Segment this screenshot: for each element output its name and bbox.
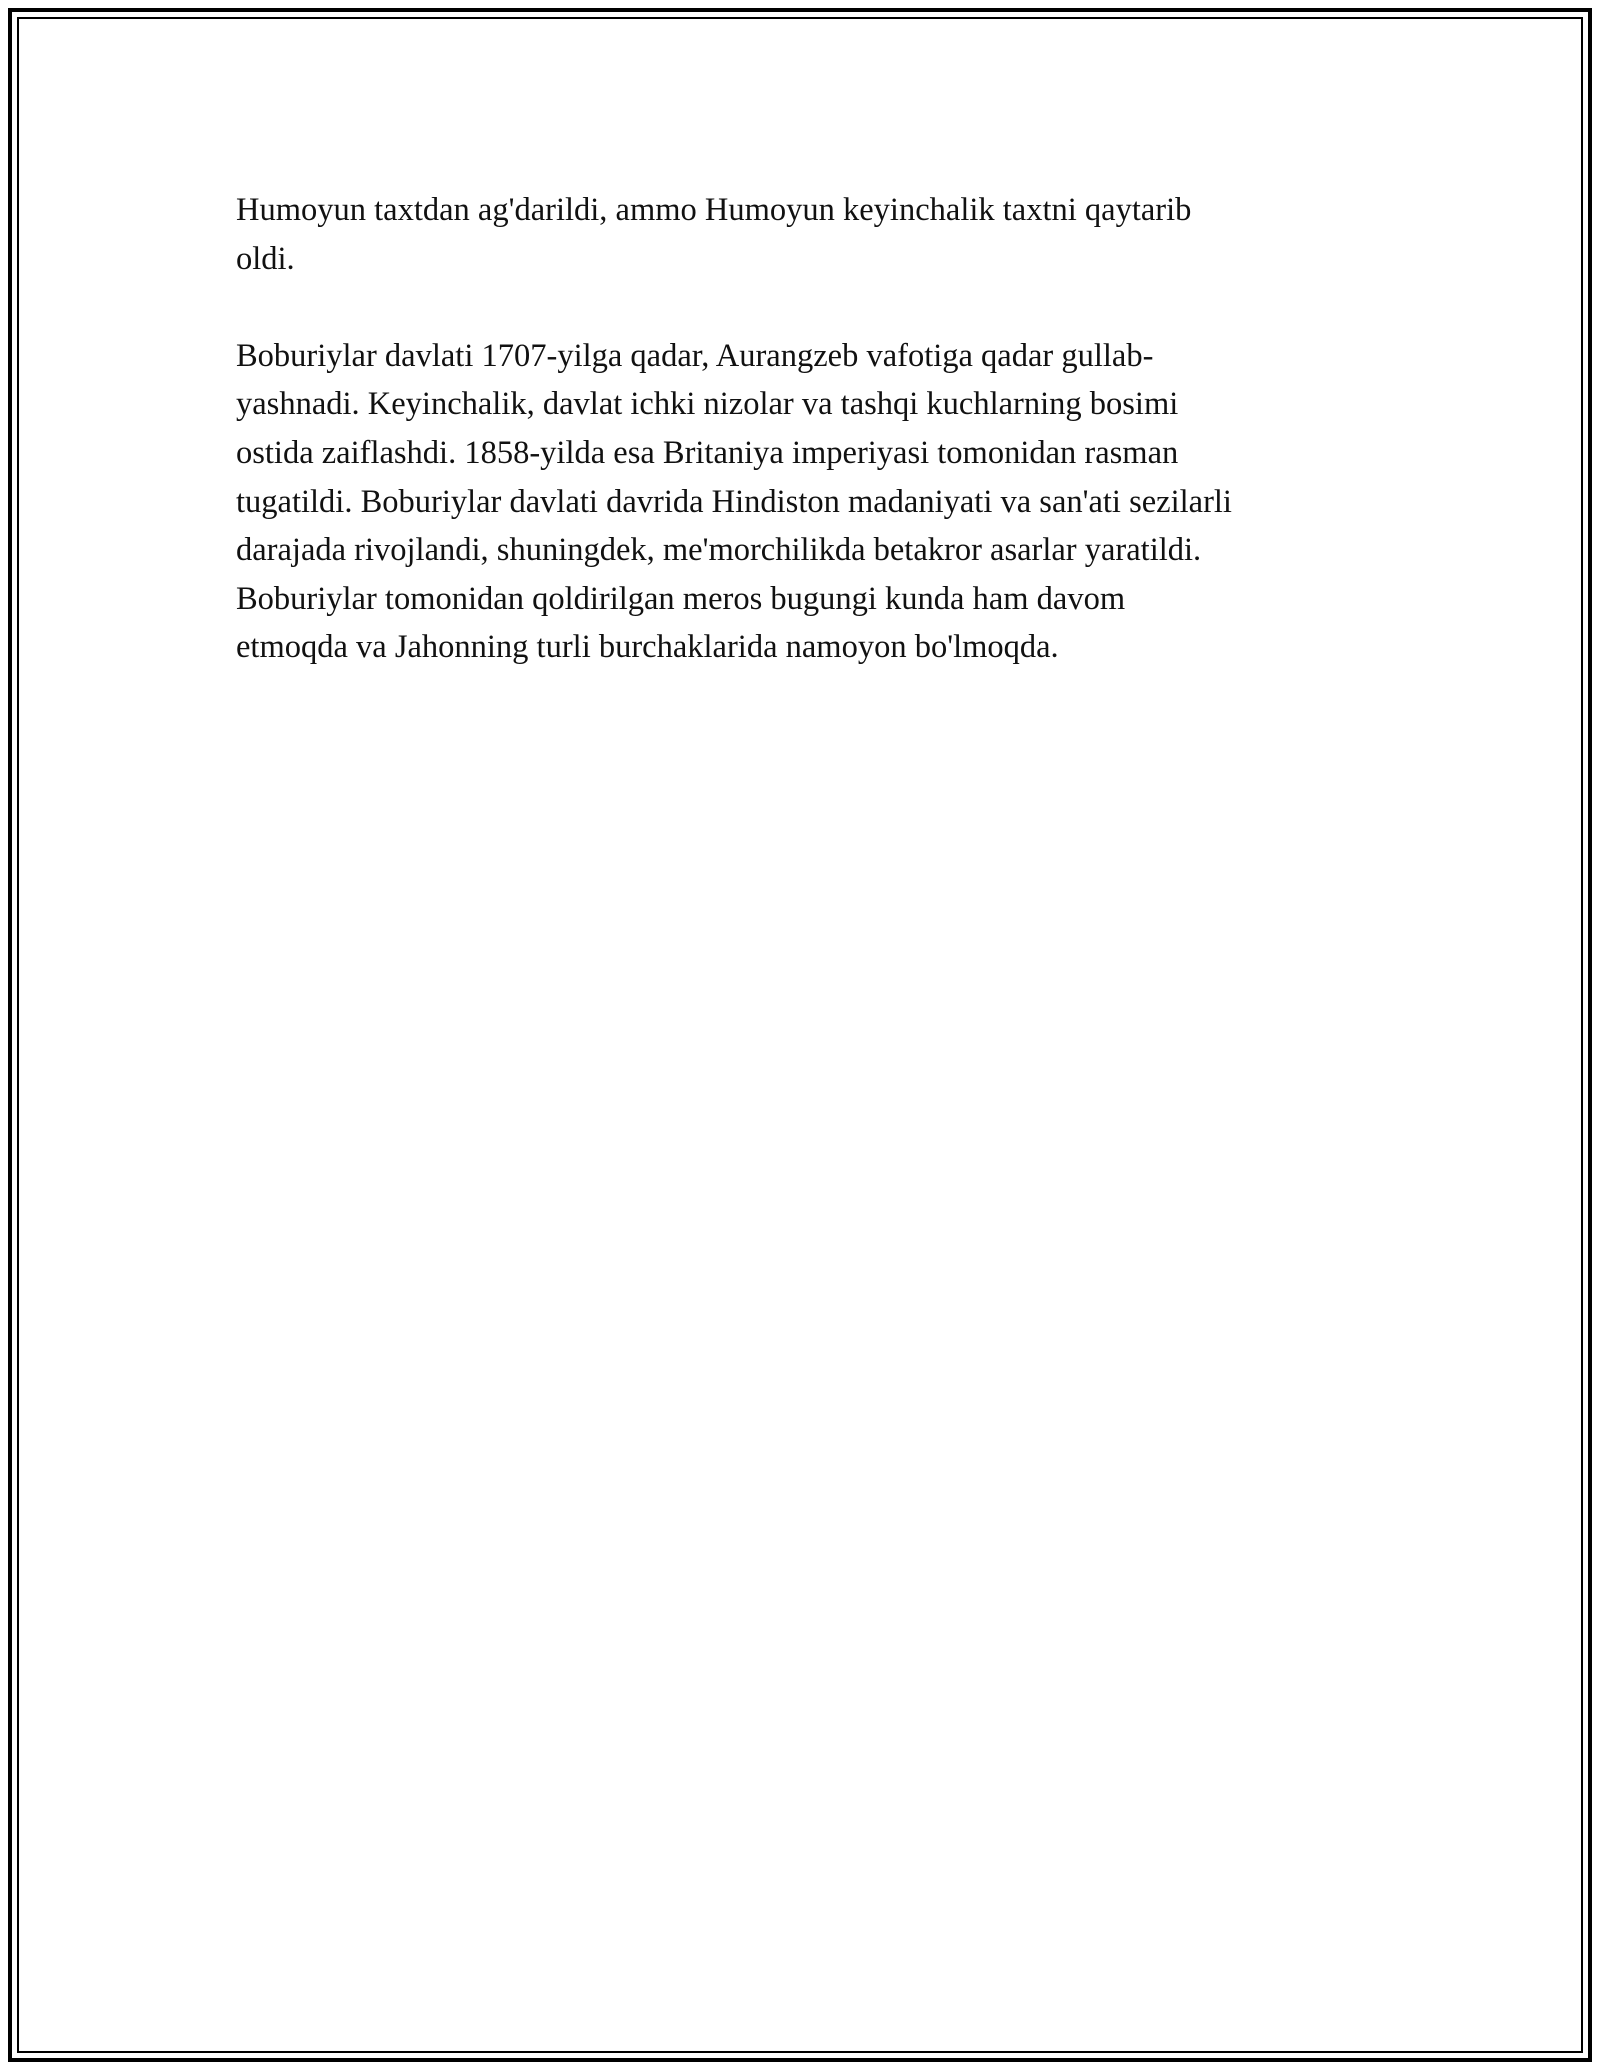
paragraph-humoyun: Humoyun taxtdan ag'darildi, ammo Humoyun keyinchalik taxtni qaytarib oldi. [236, 192, 1192, 277]
paragraph-boburiylar: Boburiylar davlati 1707-yilga qadar, Aurangzeb vafotiga qadar gullab- yashnadi. Keyinchalik, davlat ichki nizolar va tashqi kuchlarning bosimi ostida zaiflashdi. 1858-yilda esa Britaniya imperiyasi tomonidan rasman tugatildi. Boburiylar davlati davrida Hindiston madaniyati va san'ati sezilarli darajada rivojlandi, shuningdek, me'morchilikda betakror asarlar yaratildi. Boburiylar tomonidan qoldirilgan meros bugungi kunda ham davom etmoqda va Jahonning turli burchaklarida namoyon bo'lmoqda. [236, 337, 1232, 666]
page-body [236, 186, 1366, 721]
